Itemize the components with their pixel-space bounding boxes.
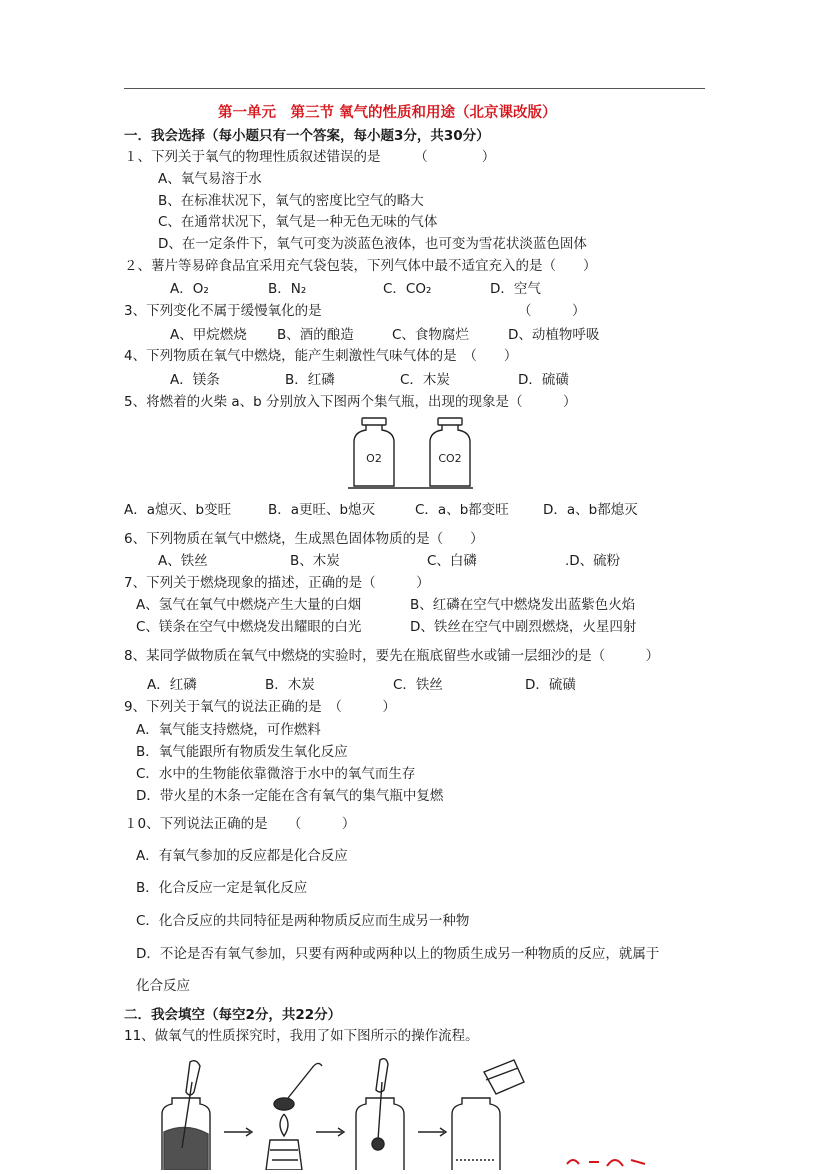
q2-stem-text: ２、薯片等易碎食品宜采用充气袋包装，下列气体中最不适宜充入的是（ ） (124, 258, 597, 274)
arrow-1 (224, 1128, 252, 1136)
jar1-label: O2 (366, 452, 382, 465)
q6-stem: 6、下列物质在氧气中燃烧，生成黑色固体物质的是（ ） (124, 531, 484, 547)
step1-jar (162, 1061, 210, 1170)
q2-option-a: A．O₂ (170, 281, 209, 297)
q3-option-b: B、酒的酿造 (277, 327, 354, 343)
q5-option-a: A．a熄灭、b变旺 (124, 502, 232, 518)
page-title: 第一单元 第三节 氧气的性质和用途（北京课改版） (218, 105, 557, 121)
q9-stem: 9、下列关于氧气的说法正确的是 （ ） (124, 699, 396, 715)
q4-option-d: D．硫磺 (518, 372, 569, 388)
arrow-3 (418, 1128, 446, 1136)
q1-option-c: C、在通常状况下，氧气是一种无色无味的气体 (158, 214, 438, 230)
header-rule (124, 88, 705, 89)
q9-option-c: C．水中的生物能依靠微溶于水中的氧气而生存 (136, 766, 416, 782)
arrow-2 (316, 1128, 344, 1136)
q6-option-b: B、木炭 (290, 553, 340, 569)
red-handwriting-mark (565, 1150, 655, 1174)
q3-stem: 3、下列变化不属于缓慢氧化的是 (124, 303, 322, 319)
step4-jar (452, 1060, 524, 1170)
q5-option-d: D．a、b都熄灭 (543, 502, 638, 518)
q2-option-d: D．空气 (490, 281, 541, 297)
q4-option-c: C．木炭 (400, 372, 450, 388)
q5-option-c: C．a、b都变旺 (415, 502, 509, 518)
q1-option-b: B、在标准状况下，氧气的密度比空气的略大 (158, 193, 424, 209)
q3-option-a: A、甲烷燃烧 (170, 327, 247, 343)
q8-option-b: B．木炭 (265, 677, 315, 693)
q4-stem: 4、下列物质在氧气中燃烧，能产生刺激性气味气体的是 （ ） (124, 348, 518, 364)
q8-option-a: A．红磷 (147, 677, 197, 693)
q8-stem: 8、某同学做物质在氧气中燃烧的实验时，要先在瓶底留些水或铺一层细沙的是（ ） (124, 648, 660, 664)
q10-option-d-line1: D．不论是否有氧气参加，只要有两种或两种以上的物质生成另一种物质的反应，就属于 (136, 946, 660, 962)
q4-option-b: B．红磷 (285, 372, 335, 388)
gas-jars-figure (348, 416, 473, 491)
q10-option-c: C．化合反应的共同特征是两种物质反应而生成另一种物 (136, 913, 470, 929)
q10-stem: １0、下列说法正确的是 （ ） (124, 816, 356, 832)
q1-stem: １、下列关于氧气的物理性质叙述错误的是 （ ） (124, 149, 496, 165)
q9-option-b: B．氧气能跟所有物质发生氧化反应 (136, 744, 348, 760)
q7-option-c: C、镁条在空气中燃烧发出耀眼的白光 (136, 619, 362, 635)
q1-option-d: D、在一定条件下，氧气可变为淡蓝色液体，也可变为雪花状淡蓝色固体 (158, 236, 587, 252)
q10-option-a: A．有氧气参加的反应都是化合反应 (136, 848, 348, 864)
section1-heading: 一．我会选择（每小题只有一个答案，每小题3分，共30分） (124, 128, 490, 144)
jar2-label: CO2 (438, 452, 462, 465)
q5-stem: 5、将燃着的火柴 a、b 分别放入下图两个集气瓶，出现的现象是（ ） (124, 394, 577, 410)
q10-option-d-line2: 化合反应 (136, 978, 190, 994)
q7-option-a: A、氢气在氧气中燃烧产生大量的白烟 (136, 597, 362, 613)
q9-option-a: A．氧气能支持燃烧，可作燃料 (136, 722, 321, 738)
q6-option-c: C、白磷 (427, 553, 477, 569)
q7-option-d: D、铁丝在空气中剧烈燃烧，火星四射 (410, 619, 637, 635)
q8-option-c: C．铁丝 (393, 677, 443, 693)
q3-option-d: D、动植物呼吸 (508, 327, 600, 343)
q9-option-d: D．带火星的木条一定能在含有氧气的集气瓶中复燃 (136, 788, 444, 804)
step3-jar (356, 1059, 404, 1170)
q6-option-d: .D、硫粉 (565, 553, 621, 569)
step2-burner (266, 1063, 322, 1170)
q7-stem: 7、下列关于燃烧现象的描述，正确的是（ ） (124, 575, 430, 591)
q8-option-d: D．硫磺 (525, 677, 576, 693)
section2-heading: 二．我会填空（每空2分，共22分） (124, 1007, 342, 1023)
q3-answer-paren: （ ） (518, 303, 586, 319)
q5-option-b: B．a更旺、b熄灭 (268, 502, 376, 518)
q4-option-a: A．镁条 (170, 372, 220, 388)
q2-option-b: B．N₂ (268, 281, 307, 297)
q2-option-c: C．CO₂ (383, 281, 432, 297)
experiment-flow-figure (150, 1052, 550, 1170)
q1-option-a: A、氧气易溶于水 (158, 171, 262, 187)
q6-option-a: A、铁丝 (158, 553, 208, 569)
q11-stem: 11、做氧气的性质探究时，我用了如下图所示的操作流程。 (124, 1028, 479, 1044)
q7-option-b: B、红磷在空气中燃烧发出蓝紫色火焰 (410, 597, 636, 613)
q3-option-c: C、食物腐烂 (392, 327, 469, 343)
q10-option-b: B．化合反应一定是氧化反应 (136, 880, 308, 896)
